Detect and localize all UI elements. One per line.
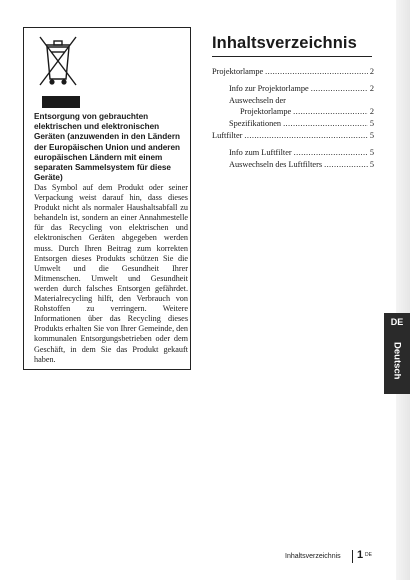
page-edge-shading xyxy=(396,0,410,580)
weee-heading: Entsorgung von gebrauchten elektrischen und elektronischen Geräten (anzuwenden in den Ländern der Europäischen Union und anderen europäischen Ländern mit einem separaten Sammelsystem für diese Geräte) xyxy=(34,112,181,183)
toc-entry-info-luftfilter[interactable] xyxy=(212,148,374,158)
page-language-superscript: DE xyxy=(365,552,372,558)
toc-entry-auswechseln-luftfilter[interactable] xyxy=(212,160,374,170)
toc-entry-text: Info zur Projektorlampe xyxy=(229,84,309,94)
toc-entry-page: 2 xyxy=(369,84,374,94)
toc-leader-dots xyxy=(265,67,368,77)
toc-leader-dots xyxy=(283,119,368,129)
toc-leader-dots xyxy=(244,131,367,141)
toc-entry-page: 5 xyxy=(369,118,374,128)
toc-leader-dots xyxy=(311,84,368,94)
crossed-out-wheelie-bin-icon xyxy=(37,33,79,90)
toc-entry-text: Projektorlampe xyxy=(212,67,264,76)
toc-entry-info-projektorlampe[interactable] xyxy=(212,84,374,94)
toc-entry-page: 5 xyxy=(369,148,374,158)
table-of-contents xyxy=(212,67,374,173)
toc-leader-dots xyxy=(324,160,368,170)
toc-title-rule xyxy=(212,56,372,57)
language-name: Deutsch xyxy=(391,342,403,380)
toc-leader-dots xyxy=(293,107,368,117)
toc-entry-page: 5 xyxy=(369,131,374,141)
toc-entry-page: 2 xyxy=(369,67,374,76)
toc-entry-spezifikationen[interactable] xyxy=(212,119,374,129)
toc-entry-text: Spezifikationen xyxy=(229,118,282,128)
weee-notice-box xyxy=(23,27,191,370)
toc-entry-text: Auswechseln des Luftfilters xyxy=(229,160,323,170)
footer-section-label: Inhaltsverzeichnis xyxy=(285,553,341,560)
toc-leader-dots xyxy=(294,148,368,158)
page-number: 1 xyxy=(357,549,364,561)
toc-entry-auswechseln-projektorlampe[interactable] xyxy=(212,96,374,116)
weee-black-bar xyxy=(42,96,80,108)
toc-entry-text: Auswechseln der xyxy=(229,96,286,106)
toc-entry-text: Luftfilter xyxy=(212,131,243,141)
toc-entry-text: Info zum Luftfilter xyxy=(229,148,292,158)
toc-entry-luftfilter[interactable] xyxy=(212,131,374,141)
language-code: DE xyxy=(390,317,404,327)
toc-entry-page: 5 xyxy=(369,160,374,170)
footer-separator xyxy=(352,550,353,563)
toc-title: Inhaltsverzeichnis xyxy=(212,34,357,52)
toc-entry-page: 2 xyxy=(369,106,374,116)
weee-body-text: Das Symbol auf dem Produkt oder seiner Verpackung weist darauf hin, dass dieses Produkt nicht als normaler Haushaltsabfall zu behandeln ist, sondern an einer Annahmestelle für das Recycling von elektrischen und elektronischen Geräten abgegeben werden muss. Durch Ihren Beitrag zum korrekten Entsorgen dieses Produkts schützen Sie die Umwelt und die Gesundheit Ihrer Mitmenschen. Umwelt und Gesundheit werden durch falsches Entsorgen gefährdet. Materialrecycling hilft, den Verbrauch von Rohstoffen zu verringern. Weitere Informationen über das Recycling dieses Produkts erhalten Sie von Ihrer Gemeinde, den kommunalen Entsorgungsbetrieben oder dem Geschäft, in dem Sie das Produkt gekauft haben. xyxy=(34,183,188,364)
toc-entry-projektorlampe[interactable] xyxy=(212,67,374,77)
toc-entry-text-continued: Projektorlampe xyxy=(240,106,292,116)
